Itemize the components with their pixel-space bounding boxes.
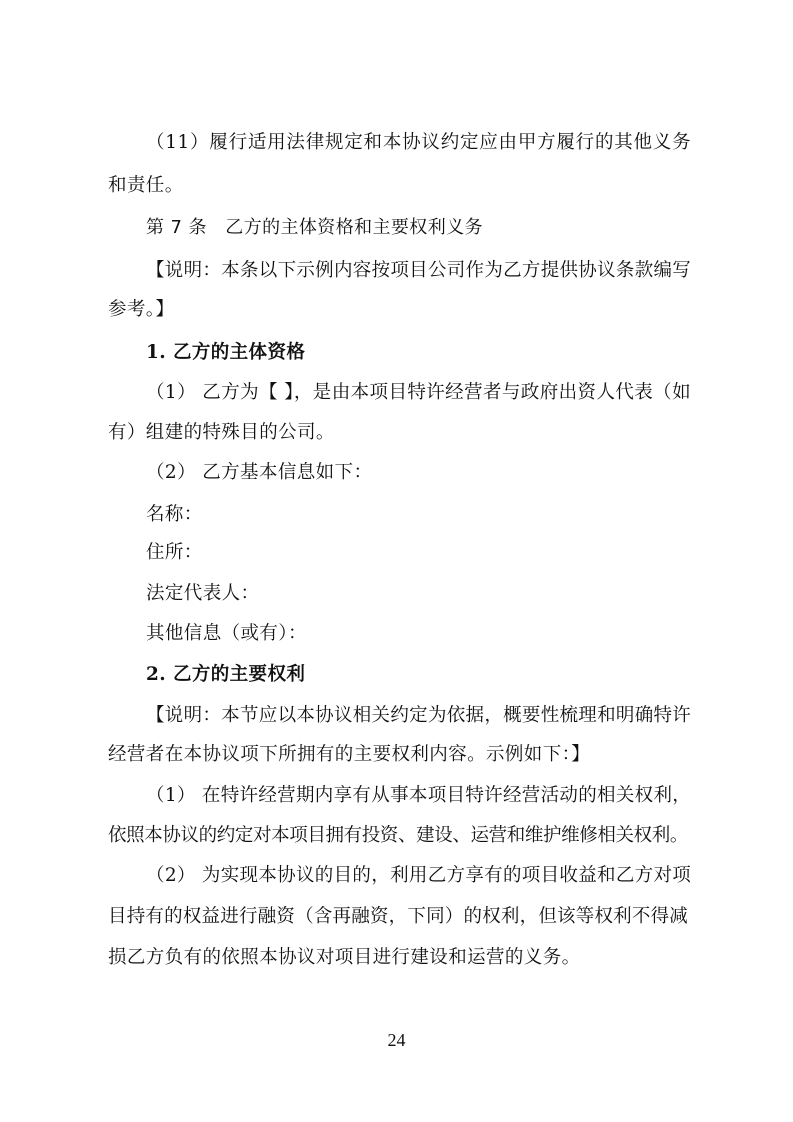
paragraph-line: 目持有的权益进行融资（含再融资，下同）的权利，但该等权利不得减 xyxy=(108,906,688,927)
article-heading: 第 7 条 乙方的主体资格和主要权利义务 xyxy=(146,217,483,238)
paragraph-line: 和责任。 xyxy=(108,175,184,196)
paragraph-line: 损乙方负有的依照本协议对项目进行建设和运营的义务。 xyxy=(108,947,581,968)
field-address-label: 住所： xyxy=(146,542,203,563)
field-legal-rep-label: 法定代表人： xyxy=(146,583,260,604)
field-name-label: 名称： xyxy=(146,504,203,525)
paragraph-line: （11）履行适用法律规定和本协议约定应由甲方履行的其他义务 xyxy=(146,132,691,153)
paragraph-line: （1） 在特许经营期内享有从事本项目特许经营活动的相关权利， xyxy=(146,785,691,806)
field-other-info-label: 其他信息（或有）： xyxy=(146,623,307,644)
paragraph-line: （2） 为实现本协议的目的，利用乙方享有的项目收益和乙方对项 xyxy=(146,865,691,886)
note-line: 【说明：本条以下示例内容按项目公司作为乙方提供协议条款编写 xyxy=(146,260,691,281)
note-line: 经营者在本协议项下所拥有的主要权利内容。示例如下：】 xyxy=(108,744,591,765)
note-line: 【说明：本节应以本协议相关约定为依据，概要性梳理和明确特许 xyxy=(146,705,691,726)
note-line: 参考。】 xyxy=(108,299,175,320)
paragraph-line: 有）组建的特殊目的公司。 xyxy=(108,422,335,443)
section-heading: 2. 乙方的主要权利 xyxy=(146,664,306,685)
paragraph-line: （1） 乙方为【 】，是由本项目特许经营者与政府出资人代表（如 xyxy=(146,382,691,403)
paragraph-line: （2） 乙方基本信息如下： xyxy=(146,462,373,483)
paragraph-line: 依照本协议的约定对本项目拥有投资、建设、运营和维护维修相关权利。 xyxy=(108,825,688,846)
page-number: 24 xyxy=(387,1030,406,1050)
section-heading: 1. 乙方的主体资格 xyxy=(146,342,306,363)
